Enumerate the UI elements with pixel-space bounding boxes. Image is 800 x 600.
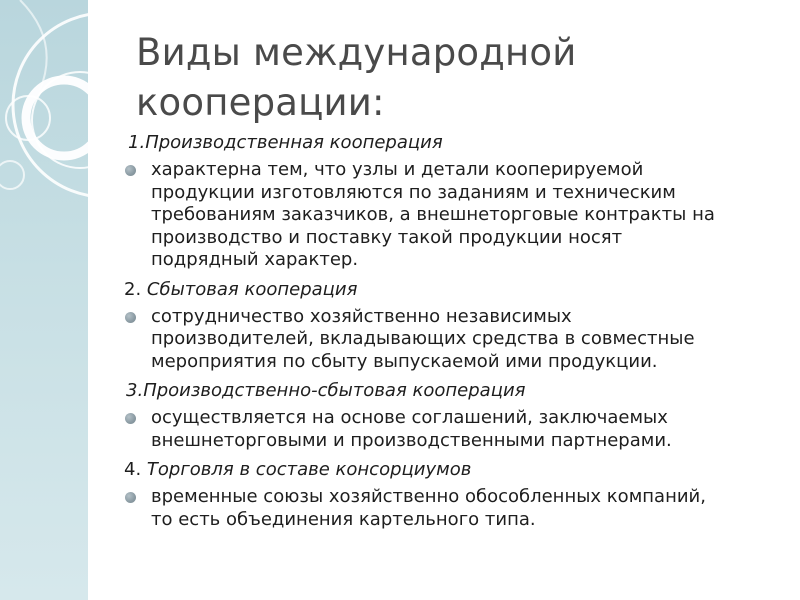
bullet-item-1 (124, 159, 774, 272)
section-heading-2 (124, 279, 774, 301)
bullet-item-4 (124, 486, 774, 531)
title-line-2: кооперации: (136, 81, 385, 124)
bullet-line: производство и поставку такой продукции носят (151, 226, 623, 248)
bullet-icon (125, 165, 136, 176)
bullet-line: мероприятия по сбыту выпускаемой ими продукции. (151, 350, 658, 372)
section-label: Производственно-сбытовая кооперация (143, 380, 526, 401)
slide-content (124, 132, 774, 538)
bullet-line: осуществляется на основе соглашений, заключаемых (151, 407, 668, 428)
slide-title (136, 28, 756, 128)
section-number: 3. (126, 380, 144, 401)
bullet-icon (125, 413, 136, 424)
section-heading-4 (124, 459, 774, 481)
section-heading-3 (126, 380, 774, 402)
section-label: Производственная кооперация (145, 132, 443, 153)
section-number: 1. (128, 132, 146, 153)
section-number: 2. (124, 278, 147, 300)
bullet-line: временные союзы хозяйственно обособленных компаний, (151, 486, 706, 507)
bullet-line: производителей, вкладывающих средства в совместные (151, 328, 695, 349)
bullet-line: сотрудничество хозяйственно независимых (151, 305, 572, 327)
bullet-icon (125, 492, 136, 503)
bullet-line: характерна тем, что узлы и детали кооперируемой (151, 159, 644, 180)
bullet-item-2 (124, 306, 774, 374)
bullet-line: то есть объединения картельного типа. (151, 508, 536, 530)
section-number: 4. (124, 459, 147, 480)
section-heading-1 (128, 132, 774, 154)
bullet-icon (125, 312, 136, 323)
bullet-item-3 (124, 407, 774, 452)
section-label: Торговля в составе консорциумов (146, 459, 472, 480)
bullet-line: продукции изготовляются по заданиям и техническим (151, 181, 676, 203)
bullet-line: внешнеторговыми и производственными партнерами. (151, 429, 672, 451)
section-label: Сбытовая кооперация (146, 278, 358, 300)
title-line-1: Виды международной (136, 31, 577, 74)
bullet-line: требованиям заказчиков, а внешнеторговые контракты на (151, 204, 715, 225)
bullet-line: подрядный характер. (151, 249, 359, 270)
